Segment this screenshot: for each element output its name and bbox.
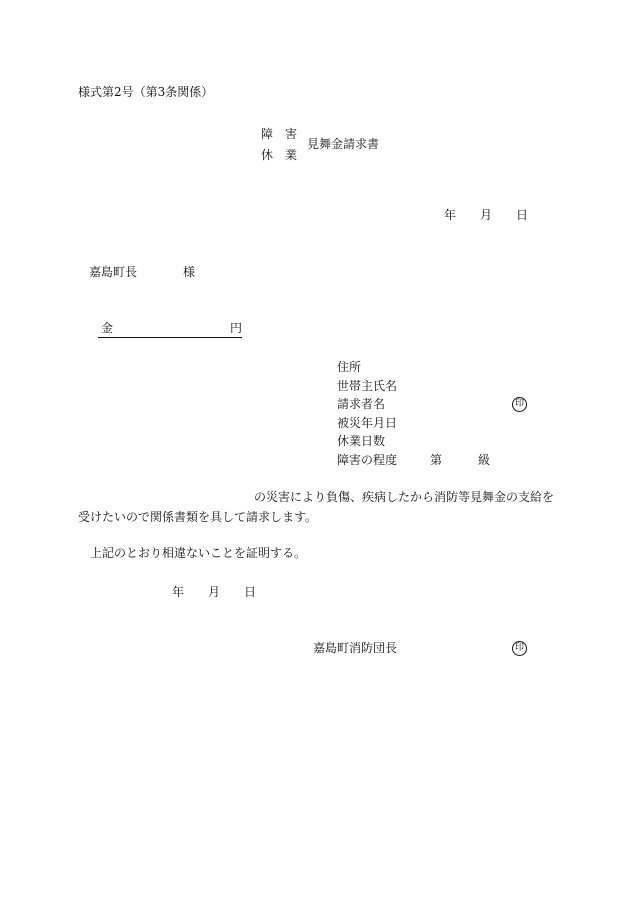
date-top-day: 日 (516, 208, 529, 222)
form-number: 様式第2号（第3条関係） (78, 85, 214, 99)
date-top-month: 月 (480, 208, 493, 222)
date-bottom-year: 年 (172, 585, 185, 599)
certifier-title: 嘉島町消防団長 (313, 641, 398, 655)
field-grade-suffix: 級 (478, 453, 491, 467)
amount-underline (98, 322, 242, 338)
certification-text: 上記のとおり相違ないことを証明する。 (90, 546, 307, 560)
field-disaster-date-label: 被災年月日 (337, 416, 398, 430)
amount-unit: 円 (230, 321, 243, 335)
title-line-disability: 障 害 (261, 127, 298, 141)
field-grade-prefix: 第 (430, 453, 443, 467)
field-claimant-name-label: 請求者名 (337, 397, 386, 411)
page-title: 見舞金請求書 (307, 137, 380, 151)
seal-mark-claimant: 印 (512, 397, 527, 412)
date-bottom-day: 日 (244, 585, 257, 599)
request-text-line1: の災害により負傷、疾病したから消防等見舞金の支給を (254, 490, 555, 504)
field-household-head-label: 世帯主氏名 (337, 379, 398, 393)
amount-prefix: 金 (101, 321, 114, 335)
field-days-off-label: 休業日数 (337, 434, 386, 448)
addressee-name: 嘉島町長 (89, 265, 138, 279)
field-address-label: 住所 (337, 360, 362, 374)
seal-mark-certifier: 印 (512, 641, 527, 656)
date-bottom-month: 月 (208, 585, 221, 599)
addressee-honorific: 様 (183, 265, 196, 279)
field-disability-degree-label: 障害の程度 (337, 453, 398, 467)
request-text-line2: 受けたいので関係書類を具して請求します。 (78, 510, 318, 524)
date-top-year: 年 (444, 208, 457, 222)
title-line-leave: 休 業 (261, 148, 298, 162)
